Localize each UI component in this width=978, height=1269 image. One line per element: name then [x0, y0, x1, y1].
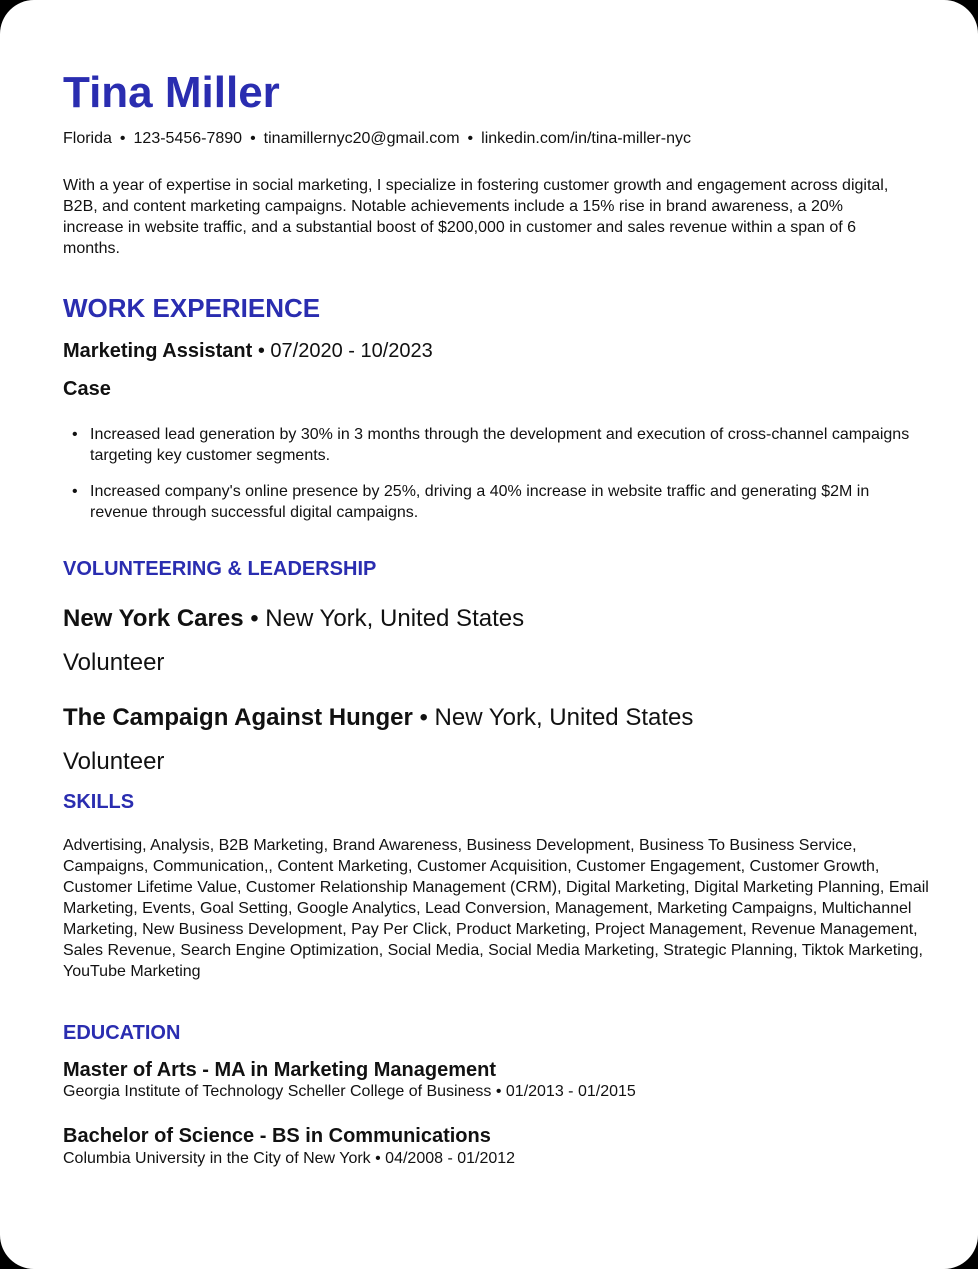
job-bullet: [63, 424, 913, 466]
job-title-line: [63, 339, 433, 363]
summary-paragraph: With a year of expertise in social marketing, I specialize in fostering customer growth and engagement across digital, B2B, and content marketing campaigns. Notable achievements include a 15% rise in brand awareness, a 20% increase in website traffic, and a substantial boost of $200,000 in customer and sales revenue within a span of 6 months.: [63, 177, 889, 257]
contact-line: [63, 129, 691, 149]
education-degree: Bachelor of Science - BS in Communications: [63, 1125, 491, 1147]
section-heading-education: EDUCATION: [63, 1022, 181, 1044]
education-school: Columbia University in the City of New York • 04/2008 - 01/2012: [63, 1150, 516, 1167]
section-heading-volunteering: VOLUNTEERING & LEADERSHIP: [63, 558, 377, 580]
education-school: Georgia Institute of Technology Scheller College of Business • 01/2013 - 01/2015: [63, 1083, 636, 1100]
volunteer-org-line: [63, 704, 693, 732]
volunteer-org-location: • New York, United States: [243, 605, 525, 632]
contact-linkedin[interactable]: linkedin.com/in/tina-miller-nyc: [481, 130, 691, 147]
contact-location: Florida: [63, 130, 112, 147]
job-bullet: [63, 481, 913, 523]
volunteer-role: Volunteer: [63, 649, 165, 676]
volunteer-role: Volunteer: [63, 748, 165, 775]
contact-phone: 123-5456-7890: [133, 130, 243, 147]
contact-email[interactable]: tinamillernyc20@gmail.com: [263, 130, 460, 147]
section-heading-skills: SKILLS: [63, 791, 135, 813]
volunteer-org-name: The Campaign Against Hunger: [63, 704, 413, 731]
job-bullet-text: Increased company's online presence by 25%, driving a 40% increase in website traffic and generating $2M in revenue through successful digital campaigns.: [90, 483, 870, 521]
volunteer-org-line: [63, 605, 524, 633]
section-heading-work-experience: WORK EXPERIENCE: [63, 293, 321, 323]
education-degree: Master of Arts - MA in Marketing Management: [63, 1059, 497, 1081]
candidate-name: Tina Miller: [63, 68, 280, 117]
job-dates: • 07/2020 - 10/2023: [252, 340, 433, 362]
bullet-icon: •: [72, 483, 78, 500]
job-bullet-list: [63, 424, 913, 538]
bullet-icon: •: [72, 426, 78, 443]
volunteer-org-location: • New York, United States: [412, 704, 694, 731]
separator-dot: •: [467, 130, 474, 147]
separator-dot: •: [250, 130, 256, 147]
separator-dot: •: [119, 130, 126, 147]
volunteer-org-name: New York Cares: [63, 605, 244, 632]
job-bullet-text: Increased lead generation by 30% in 3 months through the development and execution of cross-channel campaigns targeting key customer segments.: [90, 426, 910, 464]
skills-list: Advertising, Analysis, B2B Marketing, Brand Awareness, Business Development, Business To Business Service, Campaigns, Communication,, Content Marketing, Customer Acquisition, Customer Engagement, Customer Growth, Customer Lifetime Value, Customer Relationship Management (CRM), Digital Marketing, Digital Marketing Planning, Email Marketing, Events, Goal Setting, Google Analytics, Lead Conversion, Management, Marketing Campaigns, Multichannel Marketing, New Business Development, Pay Per Click, Product Marketing, Project Management, Revenue Management, Sales Revenue, Search Engine Optimization, Social Media, Social Media Marketing, Strategic Planning, Tiktok Marketing, YouTube Marketing: [63, 837, 929, 980]
job-company: Case: [63, 378, 111, 400]
job-title: Marketing Assistant: [63, 340, 253, 362]
